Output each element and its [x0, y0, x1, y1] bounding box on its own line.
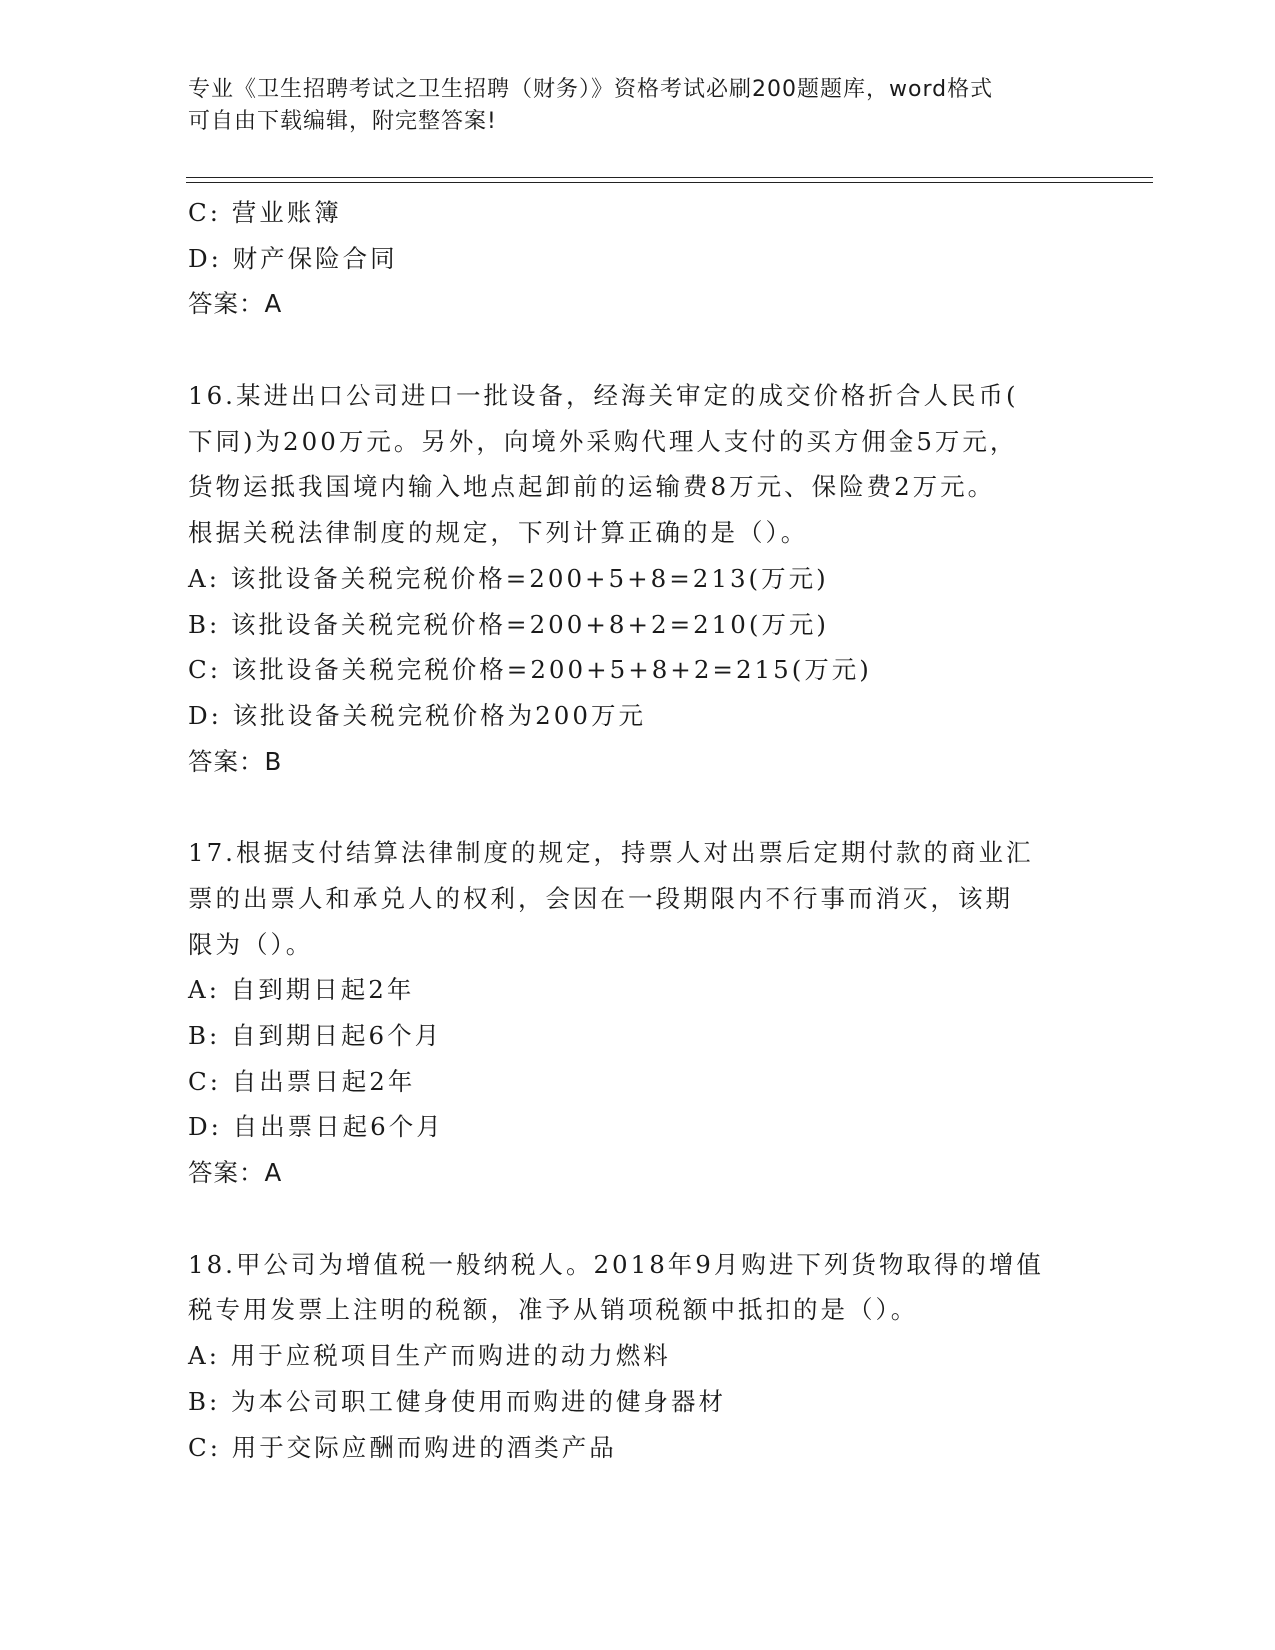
option-a: A: 该批设备关税完税价格=200+5+8=213(万元) [188, 563, 829, 593]
answer-label: 答案：A [188, 289, 283, 319]
answer-label: 答案：B [188, 746, 283, 776]
question-16 [188, 373, 1088, 784]
question-stem-line: 16.某进出口公司进口一批设备，经海关审定的成交价格折合人民币( [188, 381, 1019, 411]
question-stem-line: 根据关税法律制度的规定，下列计算正确的是（）。 [188, 518, 809, 548]
document-header [188, 74, 1068, 138]
question-stem-line: 票的出票人和承兑人的权利，会因在一段期限内不行事而消灭，该期 [188, 883, 1013, 913]
option-a: A: 用于应税项目生产而购进的动力燃料 [188, 1341, 671, 1371]
option-c: C: 自出票日起2年 [188, 1066, 416, 1096]
header-line-1: 专业《卫生招聘考试之卫生招聘（财务）》资格考试必刷200题题库，word格式 [188, 77, 994, 102]
header-line-2: 可自由下载编辑，附完整答案! [188, 109, 497, 134]
question-17 [188, 830, 1088, 1196]
question-stem-line: 18.甲公司为增值税一般纳税人。2018年9月购进下列货物取得的增值 [188, 1249, 1044, 1279]
header-divider-bottom [186, 182, 1153, 183]
question-15-tail [188, 190, 1088, 327]
option-c: C: 营业账簿 [188, 198, 342, 227]
option-c: C: 用于交际应酬而购进的酒类产品 [188, 1432, 617, 1462]
question-stem-line: 下同)为200万元。另外，向境外采购代理人支付的买方佣金5万元， [188, 426, 1018, 456]
question-stem-line: 限为（）。 [188, 929, 314, 959]
option-a: A: 自到期日起2年 [188, 975, 415, 1005]
option-c: C: 该批设备关税完税价格=200+5+8+2=215(万元) [188, 655, 872, 685]
question-list [188, 190, 1088, 1470]
question-18 [188, 1242, 1088, 1470]
option-b: B: 为本公司职工健身使用而购进的健身器材 [188, 1386, 727, 1416]
spacer [188, 784, 1088, 830]
spacer [188, 327, 1088, 373]
option-d: D: 该批设备关税完税价格为200万元 [188, 700, 646, 730]
spacer [188, 1196, 1088, 1242]
answer-label: 答案：A [188, 1158, 283, 1188]
option-b: B: 该批设备关税完税价格=200+8+2=210(万元) [188, 609, 829, 639]
question-stem-line: 货物运抵我国境内输入地点起卸前的运输费8万元、保险费2万元。 [188, 472, 996, 502]
option-d: D: 财产保险合同 [188, 243, 398, 273]
header-divider-top [186, 177, 1153, 178]
question-stem-line: 17.根据支付结算法律制度的规定，持票人对出票后定期付款的商业汇 [188, 838, 1034, 868]
option-b: B: 自到期日起6个月 [188, 1021, 443, 1050]
option-d: D: 自出票日起6个月 [188, 1112, 444, 1142]
question-stem-line: 税专用发票上注明的税额，准予从销项税额中抵扣的是（）。 [188, 1295, 919, 1325]
